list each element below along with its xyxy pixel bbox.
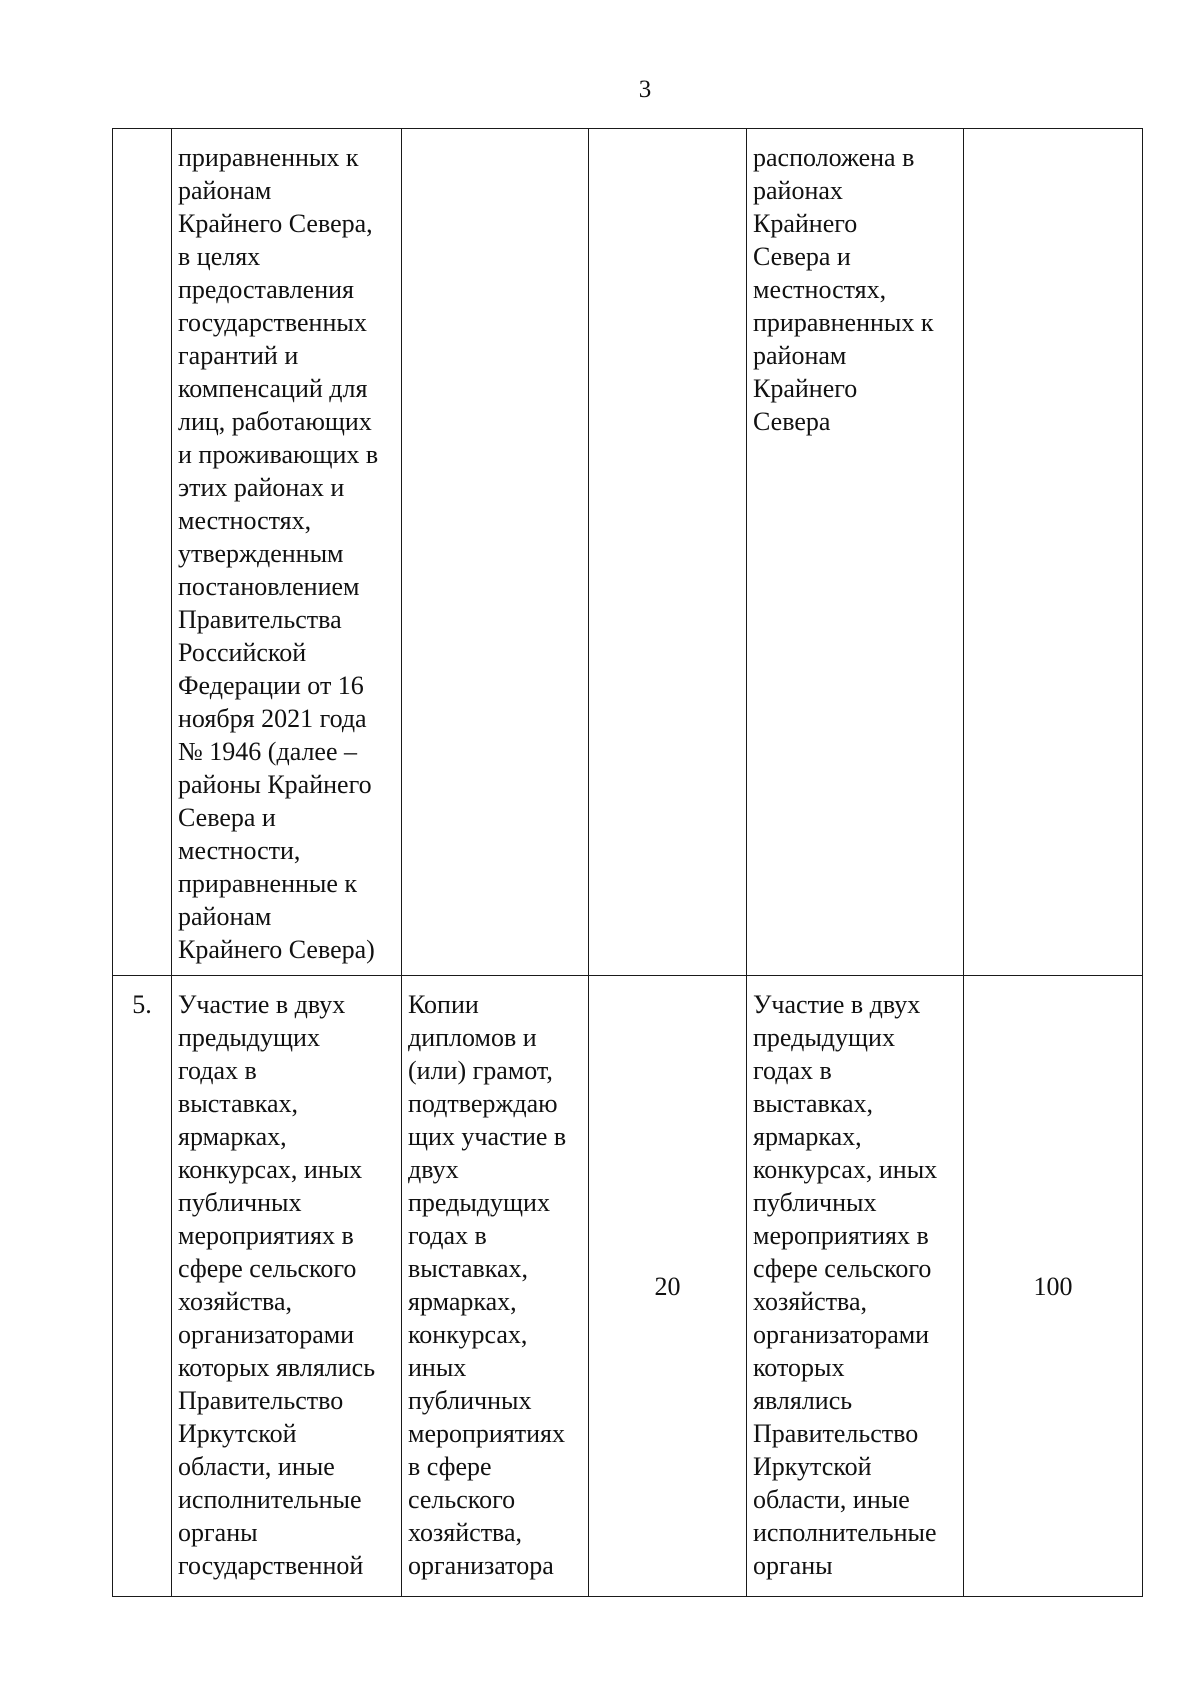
criterion-text: Участие в двух предыдущих годах в выставках, ярмарках, конкурсах, иных публичных мероприятиях в сфере сельского хозяйства, организаторами которых являлись Правительство Иркутской области, иные исполнительные органы государственной	[178, 990, 376, 1580]
documents-text: Копии дипломов и (или) грамот, подтверждаю щих участие в двух предыдущих годах в выставках, ярмарках, конкурсах, иных публичных мероприятиях в сфере сельского хозяйства, организатора	[408, 990, 567, 1580]
condition-text: расположена в районах Крайнего Севера и местностях, приравненных к районам Крайнего Севера	[753, 143, 934, 436]
documents-cell	[402, 129, 589, 976]
points-cell	[589, 129, 747, 976]
documents-cell	[402, 976, 589, 1597]
condition-text: Участие в двух предыдущих годах в выставках, ярмарках, конкурсах, иных публичных мероприятиях в сфере сельского хозяйства, организаторами которых являлись Правительство Иркутской области, иные исполнительные органы	[753, 990, 938, 1580]
criterion-text: приравненных к районам Крайнего Севера, в целях предоставления государственных гарантий и компенсаций для лиц, работающих и проживающих в этих районах и местностях, утвержденным постановлением Правительства Российской Федерации от 16 ноября 2021 года № 1946 (далее – районы Крайнего Севера и местности, приравненные к районам Крайнего Севера)	[178, 143, 379, 964]
row-number-text: 5.	[132, 990, 152, 1019]
points-text: 20	[654, 1271, 681, 1301]
row-number-cell	[113, 976, 172, 1597]
condition-cell	[747, 129, 964, 976]
points-text	[589, 129, 746, 149]
max-text: 100	[1033, 1271, 1073, 1301]
condition-cell	[747, 976, 964, 1597]
max-cell	[964, 129, 1143, 976]
criterion-cell	[172, 976, 402, 1597]
row-number-cell	[113, 129, 172, 976]
documents-text	[402, 129, 588, 149]
table-row	[113, 976, 1143, 1597]
max-cell	[964, 976, 1143, 1597]
table-row	[113, 129, 1143, 976]
page-number: 3	[638, 76, 652, 103]
criteria-table	[112, 128, 1143, 1597]
max-text	[964, 129, 1142, 149]
points-cell	[589, 976, 747, 1597]
criterion-cell	[172, 129, 402, 976]
